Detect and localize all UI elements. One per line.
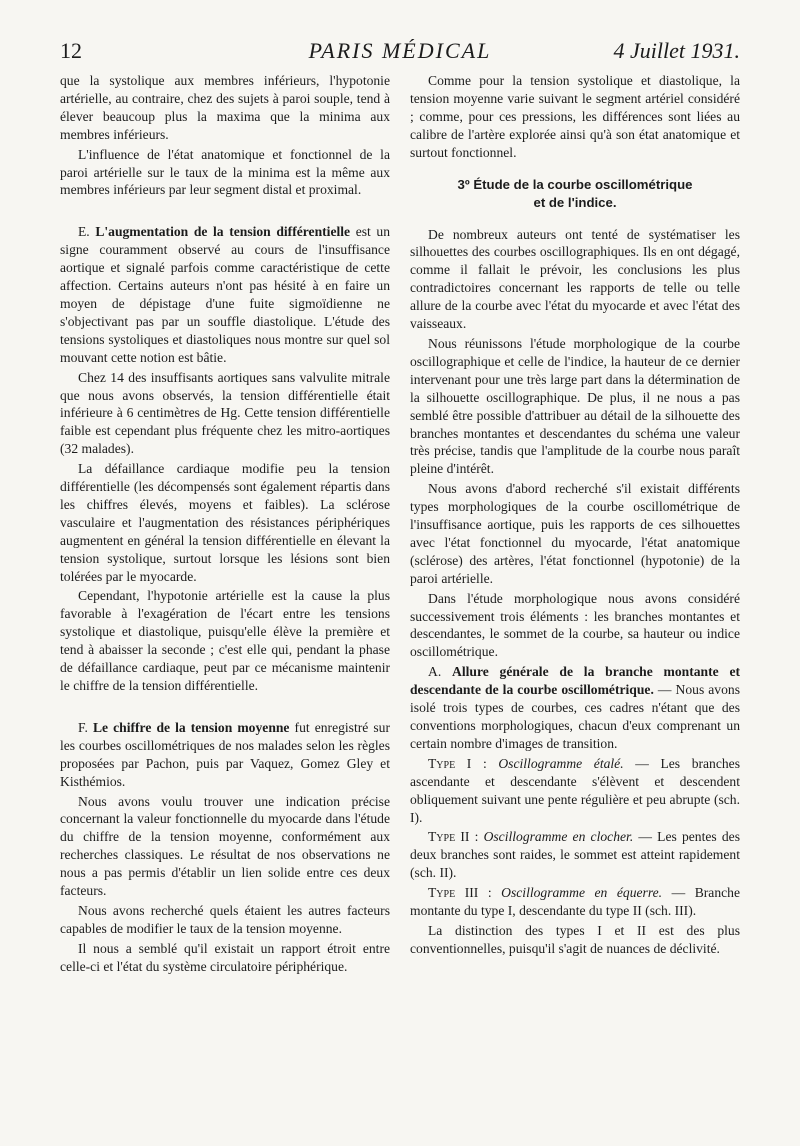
paragraph-text: — Les pentes des deux branches sont raides, le sommet est atteint rapidement (sch. II). [410,829,740,881]
paragraph: Il nous a semblé qu'il existait un rapport étroit entre celle-ci et l'état du système circulatoire périphérique. [60,940,390,974]
paragraph: Comme pour la tension systolique et diastolique, la tension moyenne varie suivant le segment artériel considéré ; comme, pour ces pressions, les différences sont liées au calibre de l'artère explorée ainsi qu'à son état anatomique et surtout fonctionnel. [410,73,740,160]
left-column [60,72,390,976]
type-name: Oscillogramme étalé. [498,755,624,771]
paragraph: Nous avons voulu trouver une indication précise concernant la valeur fonctionnelle du myocarde dans l'étude du chiffre de la tension moyenne, conformément aux recherches classiques. Le résultat de nos observations ne nous a pas permis d'établir un lien solide entre ces deux facteurs. [60,793,390,899]
page-number: 12 [60,38,82,63]
issue-date: 4 Juillet 1931. [613,38,740,63]
type-1-paragraph [410,755,740,827]
section-title [410,176,740,212]
section-a-heading: Allure générale de la branche montante et descendante de la courbe oscillométrique. [410,664,740,698]
type-name: Oscillogramme en clocher. [483,829,634,845]
paragraph: L'influence de l'état anatomique et fonctionnel de la paroi artérielle sur le taux de la minima est la même aux membres inférieurs par leur segment distal et proximal. [60,146,390,198]
type-label: Type III : [428,885,492,901]
paragraph-text: — Nous avons isolé trois types de courbes, ces cadres n'étant que des conventions morphologiques, chacun d'eux comprenant un certain nombre d'images de transition. [410,682,740,751]
section-a-paragraph [410,663,740,753]
type-3-paragraph [410,884,740,920]
type-label: Type II : [428,829,479,845]
paragraph: Dans l'étude morphologique nous avons considéré successivement trois éléments : les branches montantes et descendantes, le sommet de la courbe, sa hauteur ou indice oscillométrique. [410,590,740,660]
paragraph-text: fut enregistré sur les courbes oscillométriques de nos malades selon les règles proposées par Pachon, puis par Vaquez, Gomez Gley et Kisthémios. [60,719,390,789]
section-title-line: et de l'indice. [533,194,617,210]
right-column [410,72,740,958]
paragraph: Chez 14 des insuffisants aortiques sans valvulite mitrale que nous avons observés, la tension différentielle était inférieure à 6 centimètres de Hg. Cette tension différentielle faible est cependant plus fréquente chez les mitro-aortiques (32 malades). [60,369,390,457]
type-label: Type I : [428,755,487,771]
section-letter: F. [78,719,88,735]
section-f-paragraph [60,719,390,791]
section-f-heading: Le chiffre de la tension moyenne [92,719,290,735]
paragraph: Cependant, l'hypotonie artérielle est la cause la plus favorable à l'exagération de l'écart entre les tensions systolique et diastolique, puisqu'elle élève la première et tend à abaisser la seconde ; c'est elle qui, pendant la phase de défaillance cardiaque, peut par ce mécanisme maintenir le chiffre de la tension différentielle. [60,588,390,693]
paragraph-text: — Les branches ascendante et descendante s'élèvent et descendent obliquement suivant une pente régulière et peu abrupte (sch. I). [410,755,741,825]
paragraph-text: est un signe couramment observé au cours de l'insuffisance aortique et signalé parfois comme caractéristique de cette affection. Certains auteurs n'ont pas hésité à en faire un moyen de dépistage d'une fuite sigmoïdienne ne s'objectivant pas par un souffle diastolique. L'étude des tensions systoliques et diastoliques nous montre sur quel sol mouvant cette notion est bâtie. [60,224,390,365]
section-title-line: 3º Étude de la courbe oscillométrique [457,176,693,192]
type-2-paragraph [410,828,740,882]
paragraph: que la systolique aux membres inférieurs, l'hypotonie artérielle, au contraire, chez des sujets à paroi souple, tend à élever beaucoup plus la maxima que la minima aux membres inférieurs. [60,73,390,142]
section-e-heading: L'augmentation de la tension différentielle [95,224,351,240]
section-letter: A. [428,664,442,680]
paragraph: La distinction des types I et II est des plus conventionnelles, puisqu'il s'agit de nuances de déclivité. [410,922,740,956]
section-e-paragraph [60,223,390,366]
paragraph: Nous avons recherché quels étaient les autres facteurs capables de modifier le taux de la tension moyenne. [60,902,390,936]
paragraph: Nous avons d'abord recherché s'il existait différents types morphologiques de la courbe oscillométrique de l'insuffisance aortique, puis les rapports de ces silhouettes avec l'état fonctionnel du myocarde, l'état anatomique (sclérose) des artères, l'état fonctionnel (hypotonie) de la paroi artérielle. [410,481,740,586]
paragraph: De nombreux auteurs ont tenté de systématiser les silhouettes des courbes oscillographiques. Ils en ont dégagé, comme il fallait le prévoir, les conclusions les plus contradictoires concernant les rapports de telle ou telle allure de la courbe avec l'état du myocarde et avec l'état des vaisseaux. [410,226,740,332]
paragraph: La défaillance cardiaque modifie peu la tension différentielle (les décompensés sont également répartis dans les chiffres élevés, moyens et faibles). La sclérose vasculaire et l'augmentation des résistances périphériques augmentent en général la tension différentielle en élevant la tension systolique, surtout lorsque les lésions sont bien tolérées par le myocarde. [60,461,390,584]
type-name: Oscillogramme en équerre. [501,885,663,901]
page-header [60,38,740,68]
journal-title: PARIS MÉDICAL [308,38,492,63]
paragraph: Nous réunissons l'étude morphologique de la courbe oscillographique et celle de l'indice, la hauteur de ce dernier intervenant pour une très large part dans la détermination de la silhouette oscillographique. De plus, il ne nous a pas semblé être possible d'attribuer au détail de la silhouette des branches montantes et descendantes du schéma une valeur très précise, tandis que l'amplitude de la courbe nous paraît pleine d'intérêt. [410,335,740,477]
paragraph-text: — Branche montante du type I, descendante du type II (sch. III). [410,885,740,919]
section-letter: E. [78,224,90,240]
